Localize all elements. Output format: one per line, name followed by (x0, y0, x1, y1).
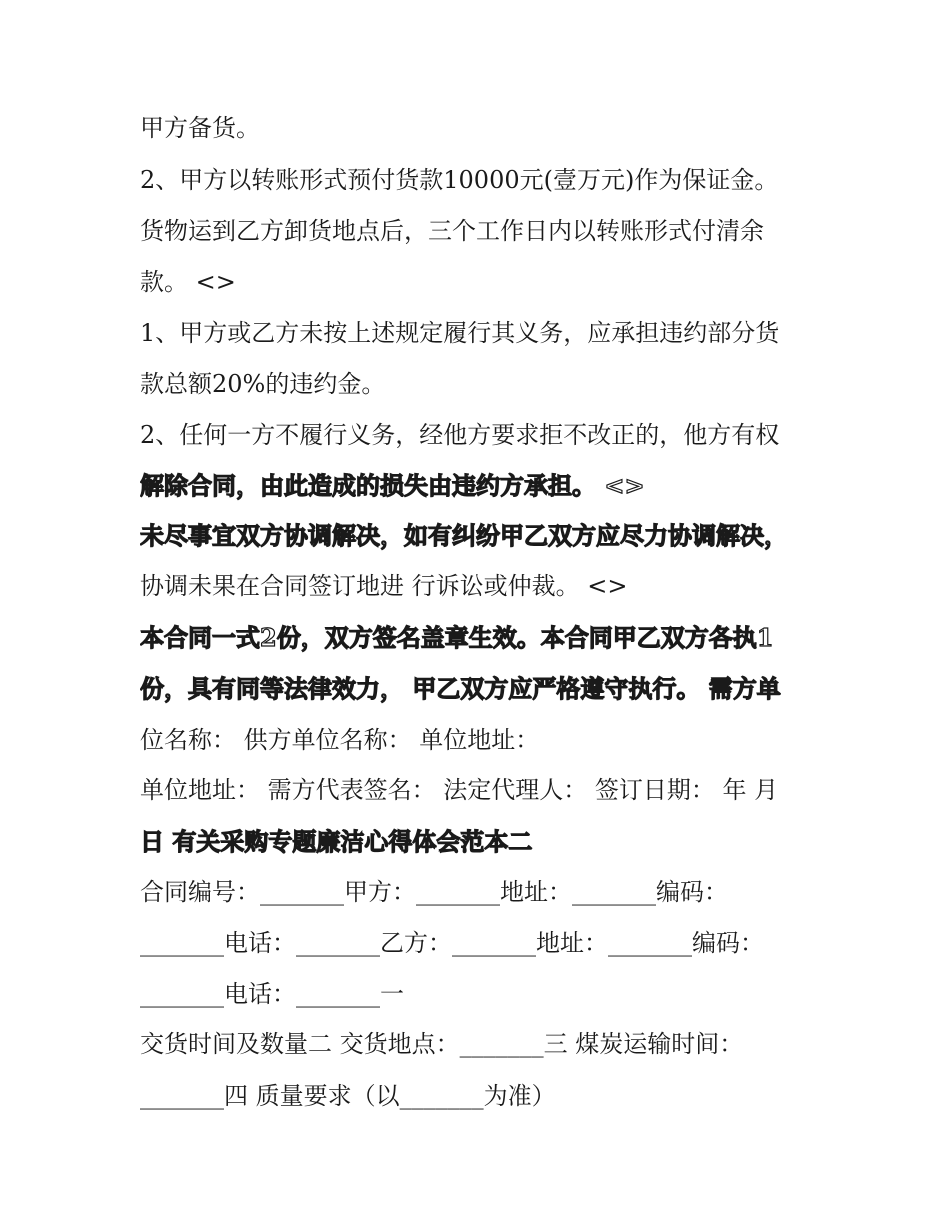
text-line: 甲方备货。 (140, 114, 260, 142)
text-line: 单位地址： 需方代表签名： 法定代理人： 签订日期： 年 月 (140, 776, 779, 804)
text-line: 交货时间及数量二 交货地点：_______三 煤炭运输时间： (140, 1030, 744, 1058)
outlined-text-line: 未尽事宜双方协调解决，如有纠纷甲乙双方应尽力协调解决， (140, 521, 788, 550)
outlined-heading: 日 有关采购专题廉洁心得体会范本二 (140, 827, 533, 856)
outlined-text-line: 份，具有同等法律效力， 甲乙双方应严格遵守执行。 需方单 (140, 674, 781, 703)
text-line: 款总额20%的违约金。 (140, 370, 386, 398)
text-line: _______电话：_______一 (140, 980, 404, 1008)
text-line: 协调未果在合同签订地进 行诉讼或仲裁。 <> (140, 572, 628, 600)
text-line: 1、甲方或乙方未按上述规定履行其义务，应承担违约部分货 (140, 319, 780, 347)
text-line: 位名称： 供方单位名称： 单位地址： (140, 726, 540, 754)
text-line: 2、甲方以转账形式预付货款10000元(壹万元)作为保证金。 (140, 166, 779, 194)
text-line: 合同编号：_______甲方：_______地址：_______编码： (140, 878, 728, 906)
text-line: 款。 <> (140, 268, 236, 296)
text-line: _______电话：_______乙方：_______地址：_______编码： (140, 929, 764, 957)
outlined-text-line: 解除合同，由此造成的损失由违约方承担。 <> (140, 471, 645, 500)
text-line: _______四 质量要求（以_______为准） (140, 1082, 556, 1110)
text-line: 2、任何一方不履行义务，经他方要求拒不改正的，他方有权 (140, 421, 780, 449)
text-line: 货物运到乙方卸货地点后，三个工作日内以转账形式付清余 (140, 217, 764, 245)
outlined-text-line: 本合同一式2份，双方签名盖章生效。本合同甲乙双方各执1 (140, 623, 774, 652)
